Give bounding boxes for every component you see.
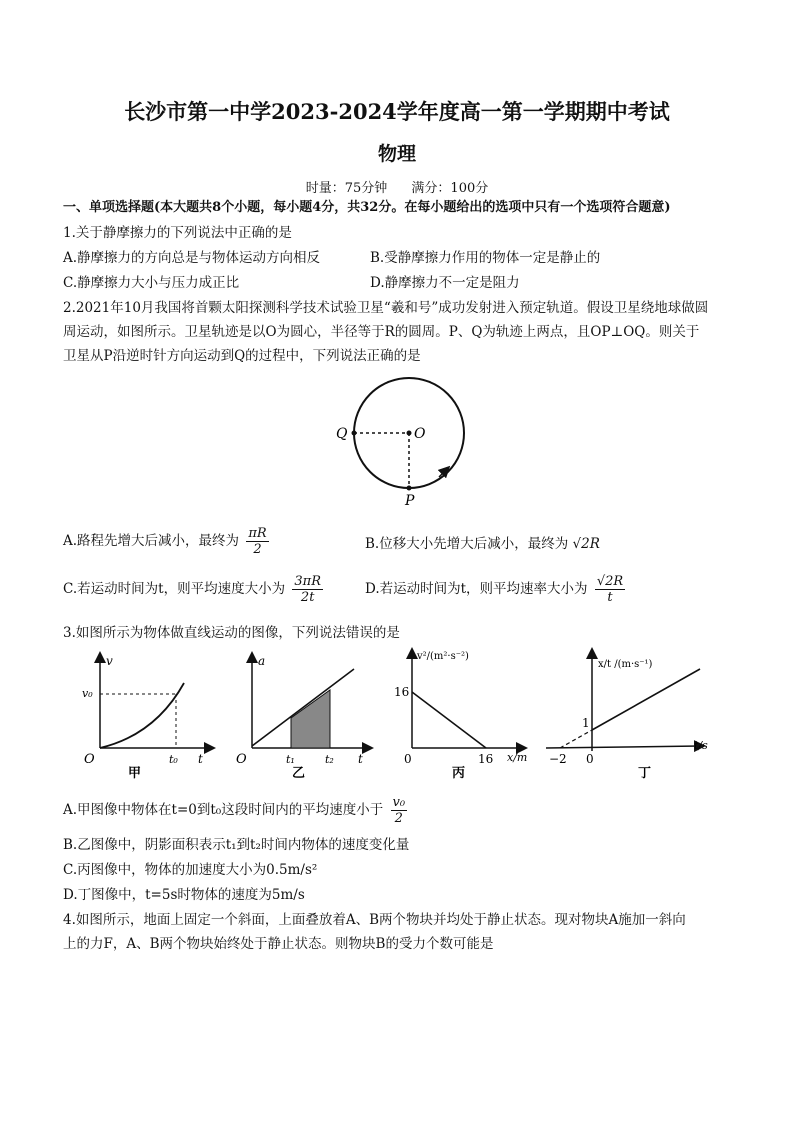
label-v: v (106, 654, 113, 668)
shaded-area (291, 690, 330, 748)
label-t2: t₂ (325, 753, 334, 766)
label-origin: O (84, 752, 95, 767)
fraction-denominator: 2 (394, 811, 403, 826)
fraction-numerator: πR (248, 526, 267, 541)
q4-stem-line1: 4.如图所示，地面上固定一个斜面，上面叠放着A、B两个物块并均处于静止状态。现对物块A施加一斜向 (63, 912, 686, 928)
subject-title: 物理 (377, 143, 416, 165)
q2-option-b (365, 526, 600, 554)
label-t: t (198, 752, 203, 766)
fraction-denominator: 2 (253, 542, 262, 557)
label-q: Q (336, 426, 348, 442)
fraction-numerator: v₀ (392, 795, 406, 810)
q2-stem-line2: 周运动，如图所示。卫星轨迹是以O为圆心，半径等于R的圆周。P、Q为轨迹上两点，且OP⊥OQ。则关于 (63, 324, 700, 340)
label-origin: 0 (404, 752, 412, 766)
fraction-denominator: 2t (300, 590, 315, 605)
label-o: O (414, 426, 426, 442)
q2-option-a (63, 526, 269, 557)
fraction-numerator: √2R (596, 574, 624, 589)
fraction-numerator: 3πR (294, 574, 321, 589)
full-score: 满分：100分 (411, 181, 489, 196)
point-p (407, 486, 412, 491)
q3-option-b: B.乙图像中，阴影面积表示t₁到t₂时间内物体的速度变化量 (63, 837, 410, 853)
xt-line (592, 669, 700, 730)
label-y-1: 1 (582, 716, 590, 730)
q3-option-c: C.丙图像中，物体的加速度大小为0.5m/s² (63, 862, 318, 878)
caption-yi: 乙 (292, 766, 306, 781)
q2-option-a-text: A.路程先增大后减小，最终为 (63, 533, 240, 549)
point-q (352, 431, 357, 436)
q3-option-a-text: A.甲图像中物体在t=0到t₀这段时间内的平均速度小于 (63, 802, 384, 818)
label-y-16: 16 (394, 685, 410, 699)
label-x: t/s (694, 739, 708, 752)
q1-option-c: C.静摩擦力大小与压力成正比 (63, 275, 240, 291)
graph-bing (394, 651, 527, 781)
label-p: P (405, 493, 415, 509)
label-origin: O (236, 752, 247, 767)
label-t: t (358, 752, 363, 766)
q2-option-c-fraction (292, 574, 323, 605)
q3-option-d: D.丁图像中，t=5s时物体的速度为5m/s (63, 887, 305, 903)
q1-option-a: A.静摩擦力的方向总是与物体运动方向相反 (63, 250, 321, 266)
label-t1: t₁ (286, 753, 295, 766)
q3-option-a (63, 795, 407, 826)
label-y: v²/(m²·s⁻²) (417, 651, 469, 662)
label-origin: 0 (586, 752, 594, 766)
label-v0: v₀ (82, 687, 93, 700)
q3-stem: 3.如图所示为物体做直线运动的图像，下列说法错误的是 (63, 625, 400, 641)
velocity-curve (100, 683, 184, 748)
q2-option-c-text: C.若运动时间为t，则平均速度大小为 (63, 581, 286, 597)
q2-option-d-fraction (595, 574, 625, 605)
q1-option-b: B.受静摩擦力作用的物体一定是静止的 (370, 250, 601, 266)
exam-title: 长沙市第一中学2023-2024学年度高一第一学期期中考试 (124, 99, 670, 124)
label-x: x/m (507, 751, 528, 764)
q2-stem-line3: 卫星从P沿逆时针方向运动到Q的过程中，下列说法正确的是 (63, 348, 421, 364)
graph-ding (546, 653, 708, 781)
q2-option-c (63, 574, 323, 605)
q2-stem-line1: 2.2021年10月我国将首颗太阳探测科学技术试验卫星“羲和号”成功发射进入预定轨道。假设卫星绕地球做圆 (63, 300, 709, 316)
point-o (407, 431, 412, 436)
label-y: x/t /(m·s⁻¹) (598, 659, 653, 670)
q4-stem-line2: 上的力F，A、B两个物块始终处于静止状态。则物块B的受力个数可能是 (63, 936, 494, 952)
q2-option-a-fraction (246, 526, 268, 557)
label-x-neg2: −2 (549, 752, 567, 766)
label-x-16: 16 (478, 752, 494, 766)
q2-option-b-value: √2R (572, 536, 600, 552)
q1-option-d: D.静摩擦力不一定是阻力 (370, 275, 520, 291)
label-a: a (258, 654, 266, 668)
label-t0: t₀ (169, 753, 178, 766)
fraction-denominator: t (607, 590, 613, 605)
q2-option-d (365, 574, 625, 605)
orbit-figure (320, 370, 480, 510)
q2-option-d-text: D.若运动时间为t，则平均速率大小为 (365, 581, 588, 597)
motion-graphs (60, 645, 740, 785)
caption-jia: 甲 (128, 766, 142, 781)
exam-meta (0, 177, 794, 196)
time-limit: 时量：75分钟 (305, 181, 388, 196)
q2-option-b-text: B.位移大小先增大后减小，最终为 (365, 536, 569, 552)
caption-ding: 丁 (638, 766, 652, 781)
v2-x-line (412, 692, 486, 748)
graph-yi (236, 654, 368, 781)
q1-stem: 1.关于静摩擦力的下列说法中正确的是 (63, 225, 292, 241)
caption-bing: 丙 (452, 766, 466, 781)
graph-jia (82, 654, 210, 781)
q3-option-a-fraction (391, 795, 408, 826)
section-heading: 一、单项选择题(本大题共8个小题，每小题4分，共32分。在每小题给出的选项中只有一个选项符合题意) (63, 200, 671, 215)
